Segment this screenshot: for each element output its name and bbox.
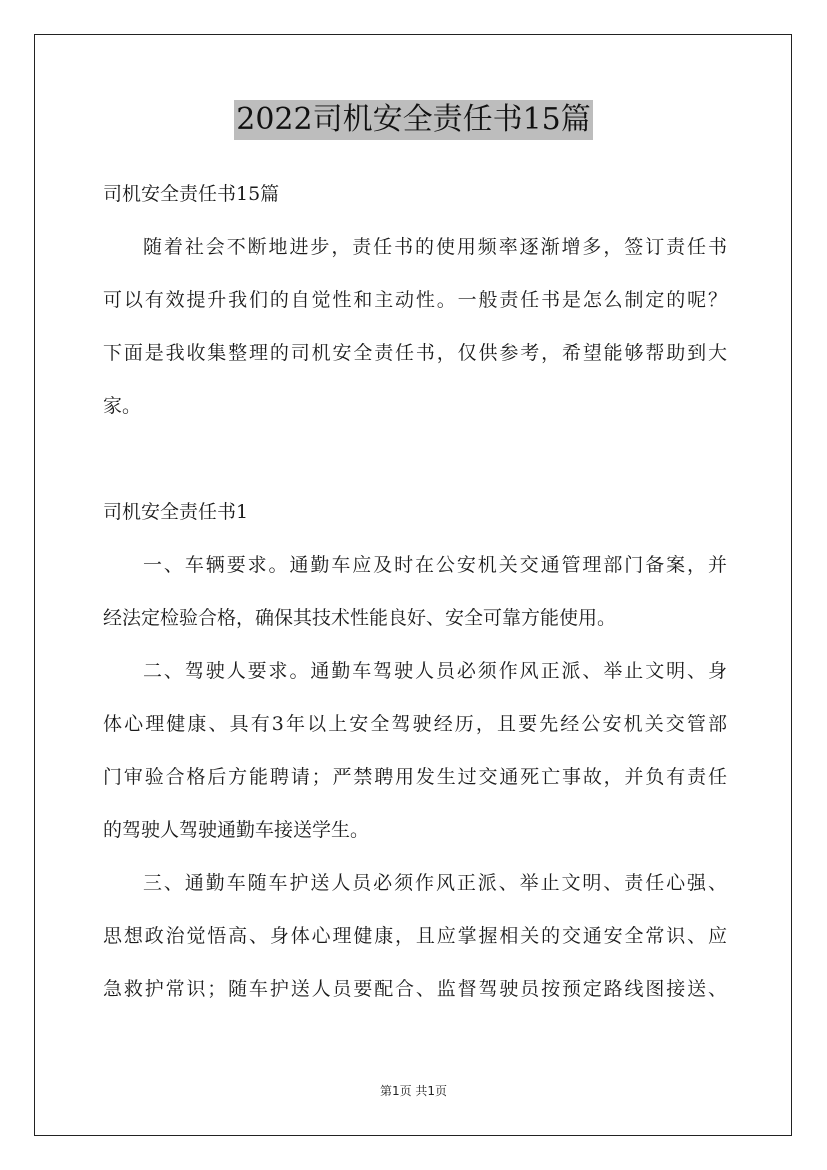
document-subtitle: 司机安全责任书15篇: [103, 183, 280, 205]
page-footer: 第1页 共1页: [379, 1084, 448, 1098]
document-body: [103, 171, 727, 1019]
section-heading: 司机安全责任书1: [103, 501, 249, 523]
intro-line: 可以有效提升我们的自觉性和主动性。一般责任书是怎么制定的呢？: [103, 289, 727, 311]
paragraph-line: 三、通勤车随车护送人员必须作风正派、举止文明、责任心强、: [143, 872, 727, 894]
title-container: [0, 100, 827, 140]
paragraph-line: 门审验合格后方能聘请；严禁聘用发生过交通死亡事故，并负有责任: [103, 766, 727, 788]
document-title: 2022司机安全责任书15篇: [234, 100, 593, 140]
intro-line: 家。: [103, 395, 142, 417]
paragraph-line: 思想政治觉悟高、身体心理健康，且应掌握相关的交通安全常识、应: [103, 925, 727, 947]
intro-line: 随着社会不断地进步，责任书的使用频率逐渐增多，签订责任书: [143, 236, 727, 258]
paragraph-line: 经法定检验合格，确保其技术性能良好、安全可靠方能使用。: [103, 607, 617, 629]
paragraph-line: 急救护常识；随车护送人员要配合、监督驾驶员按预定路线图接送、: [103, 978, 727, 1000]
paragraph-line: 一、车辆要求。通勤车应及时在公安机关交通管理部门备案，并: [143, 554, 727, 576]
intro-line: 下面是我收集整理的司机安全责任书，仅供参考，希望能够帮助到大: [103, 342, 727, 364]
paragraph-line: 体心理健康、具有3年以上安全驾驶经历，且要先经公安机关交管部: [103, 713, 727, 735]
paragraph-gap: [103, 436, 727, 489]
paragraph-line: 的驾驶人驾驶通勤车接送学生。: [103, 819, 370, 841]
paragraph-line: 二、驾驶人要求。通勤车驾驶人员必须作风正派、举止文明、身: [143, 660, 727, 682]
